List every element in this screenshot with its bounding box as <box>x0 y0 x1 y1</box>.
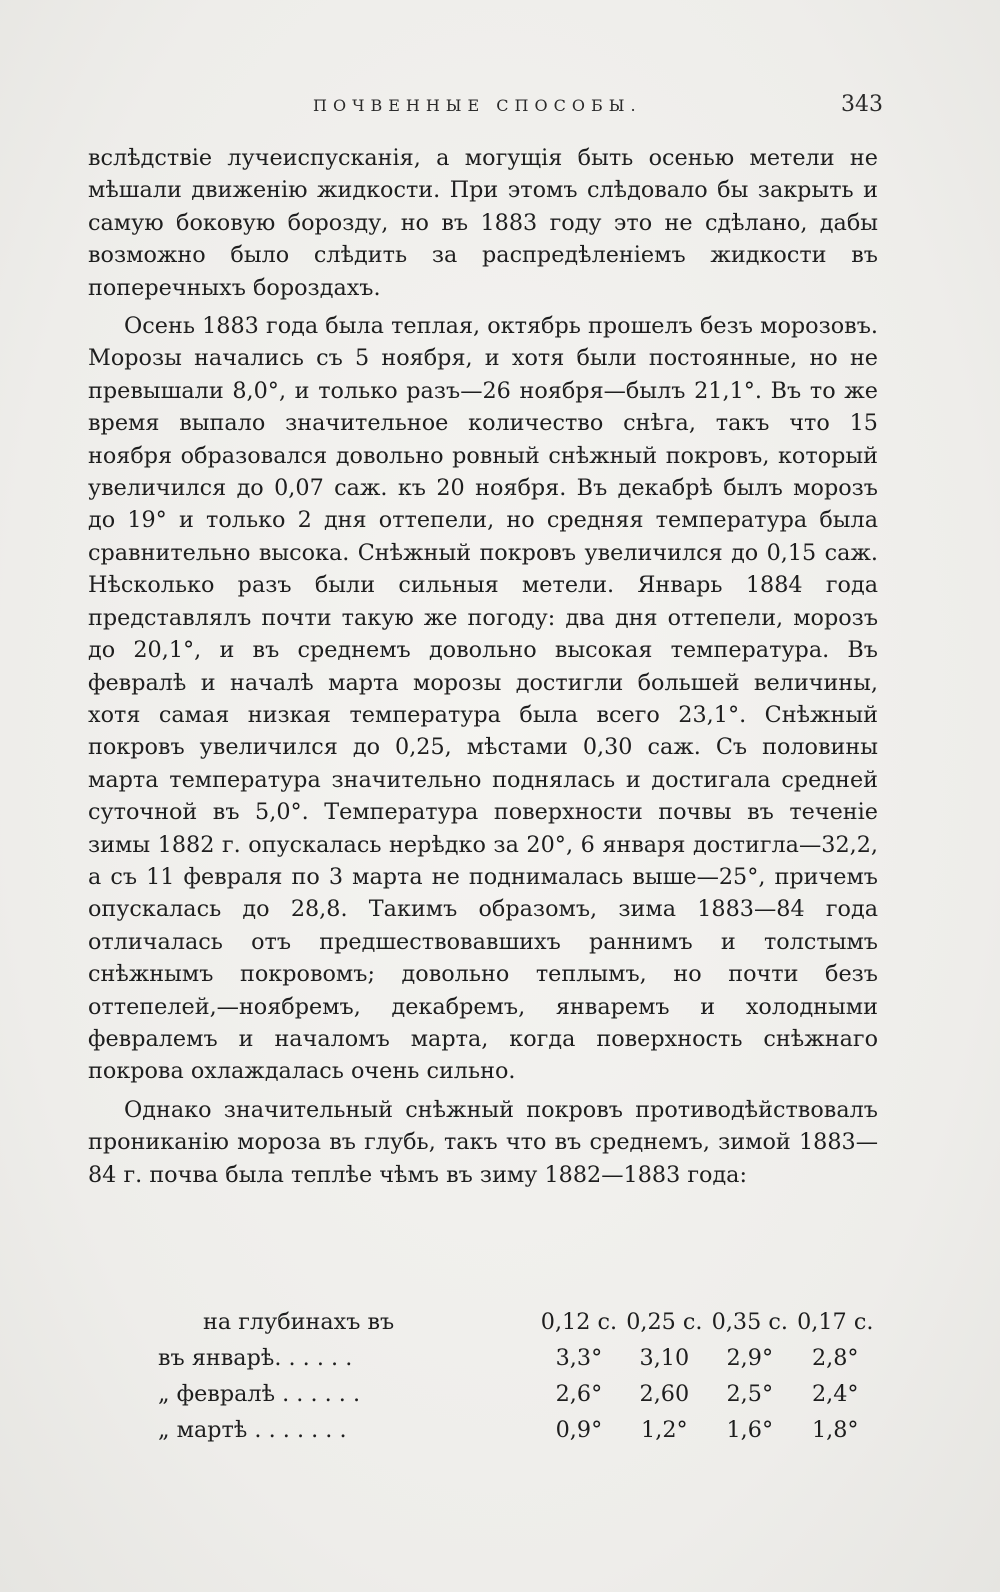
table-cell: 2,8° <box>811 1345 859 1371</box>
table-cell: 2,6° <box>555 1381 603 1407</box>
table-cell: 1,6° <box>726 1417 774 1443</box>
paragraph-3: Однако значительный снѣжный покровъ противодѣйствовалъ прониканію мороза въ глубь, такъ что въ среднемъ, зимой 1883—84 г. почва была теплѣе чѣмъ въ зиму 1882—1883 года: <box>88 1096 878 1188</box>
soil-temperature-table <box>88 1304 878 1448</box>
depth-column: 0,17 с. <box>797 1309 874 1335</box>
page-header <box>88 92 883 122</box>
depth-header-label: на глубинахъ въ <box>203 1309 395 1335</box>
running-head: ПОЧВЕННЫЕ СПОСОБЫ. <box>313 96 642 115</box>
table-cell: 0,9° <box>555 1417 603 1443</box>
depth-column: 0,25 с. <box>626 1309 703 1335</box>
paragraph-1: вслѣдствіе лучеиспусканія, а могущія быть осенью метели не мѣшали движенію жидкости. При этомъ слѣдовало бы закрыть и самую боковую борозду, но въ 1883 году это не сдѣлано, дабы возможно было слѣдить за распредѣленіемъ жидкости въ поперечныхъ бороздахъ. <box>88 145 878 301</box>
page-number: 343 <box>841 92 883 117</box>
table-cell: 2,4° <box>811 1381 859 1407</box>
month-label: въ январѣ. . . . . . <box>158 1345 353 1371</box>
table-header-row <box>88 1304 878 1340</box>
table-row <box>88 1412 878 1448</box>
table-cell: 1,8° <box>811 1417 859 1443</box>
paragraph-2: Осень 1883 года была теплая, октябрь прошелъ безъ морозовъ. Морозы начались съ 5 ноября, и хотя были постоянные, но не превышали 8,0°, и только разъ—26 ноября—былъ 21,1°. Въ то же время выпало значительное количество снѣга, такъ что 15 ноября образовался довольно ровный снѣжный покровъ, который увеличился до 0,07 саж. къ 20 ноября. Въ декабрѣ былъ морозъ до 19° и только 2 дня оттепели, но средняя температура была сравнительно высока. Снѣжный покровъ увеличился до 0,15 саж. Нѣсколько разъ были сильныя метели. Январь 1884 года представлялъ почти такую же погоду: два дня оттепели, морозъ до 20,1°, и въ среднемъ довольно высокая температура. Въ февралѣ и началѣ марта морозы достигли большей величины, хотя самая низкая температура была всего 23,1°. Снѣжный покровъ увеличился до 0,25, мѣстами 0,30 саж. Съ половины марта температура значительно поднялась и достигала средней суточной въ 5,0°. Температура поверхности почвы въ теченіе зимы 1882 г. опускалась нерѣдко за 20°, 6 января достигла—32,2, а съ 11 февраля по 3 марта не поднималась выше—25°, причемъ опускалась до 28,8. Такимъ образомъ, зима 1883—84 года отличалась отъ предшествовавшихъ раннимъ и толстымъ снѣжнымъ покровомъ; довольно теплымъ, но почти безъ оттепелей,—ноябремъ, декабремъ, январемъ и холодными февралемъ и началомъ марта, когда поверхность снѣжнаго покрова охлаждалась очень сильно. <box>88 313 878 1085</box>
month-label: „ мартѣ . . . . . . . <box>158 1417 347 1443</box>
table-row <box>88 1376 878 1412</box>
table-cell: 2,5° <box>726 1381 774 1407</box>
depth-column: 0,35 с. <box>711 1309 788 1335</box>
table-cell: 2,60 <box>639 1381 690 1407</box>
body-text <box>88 142 878 1191</box>
month-label: „ февралѣ . . . . . . <box>158 1381 361 1407</box>
table-cell: 1,2° <box>641 1417 688 1443</box>
table-cell: 3,10 <box>639 1345 690 1371</box>
depth-column: 0,12 с. <box>540 1309 618 1335</box>
table-cell: 2,9° <box>726 1345 774 1371</box>
table-row <box>88 1340 878 1376</box>
table-cell: 3,3° <box>555 1345 603 1371</box>
